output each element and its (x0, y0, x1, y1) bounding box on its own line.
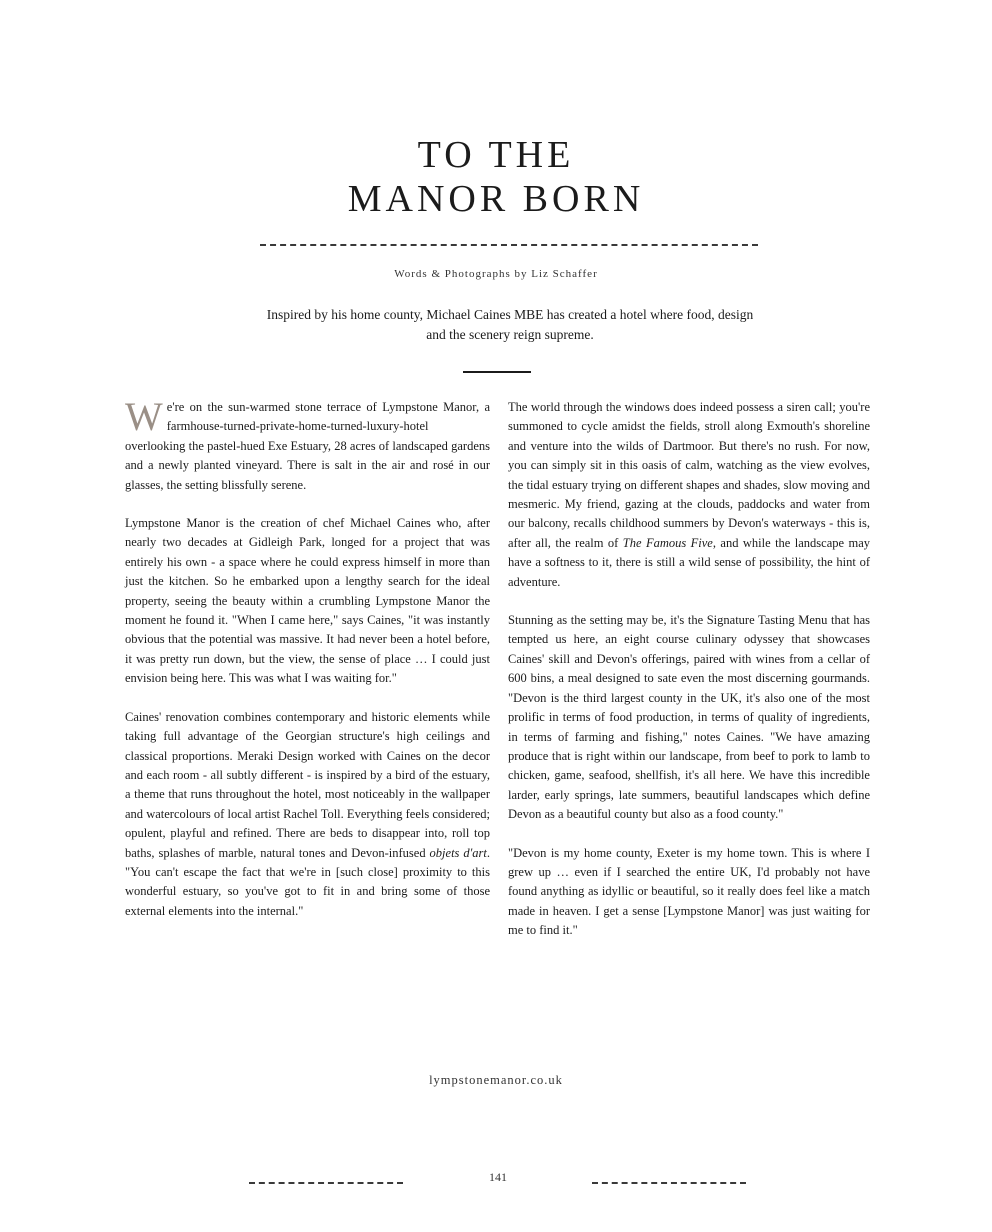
standfirst: Inspired by his home county, Michael Caines MBE has created a hotel where food, design and the scenery reign supreme. (266, 307, 754, 342)
footer-divider-right (592, 1182, 746, 1184)
body-paragraph: Lympstone Manor is the creation of chef Michael Caines who, after nearly two decades at Gidleigh Park, longed for a project that was entirely his own - a space where he could express himself in more than just the kitchen. So he embarked upon a lengthy search for the ideal property, seeing the beauty within a crumbling Lympstone Manor the moment he found it. "When I came here," says Caines, "it was instantly obvious that the potential was massive. It had never been a hotel before, it was pretty run down, but the view, the sense of place … I could just envision being here. This was what I was waiting for." (125, 516, 490, 686)
byline: Words & Photographs by Liz Schaffer (394, 268, 598, 280)
italic-phrase: The Famous Five (622, 535, 713, 550)
italic-phrase: objets d'art (429, 845, 487, 860)
standfirst-divider (463, 371, 531, 373)
body-paragraph (125, 394, 490, 495)
paragraph-text: . "You can't escape the fact that we're in [such close] proximity to this wonderful estuary, so you've got to fit in and bring some of those external elements into the internal." (125, 845, 491, 918)
article-title-line-2: MANOR BORN (347, 178, 645, 220)
body-paragraph (125, 708, 490, 921)
body-paragraph: Stunning as the setting may be, it's the Signature Tasting Menu that has tempted us here, an eight course culinary odyssey that showcases Caines' skill and Devon's offerings, paired with wines from a cellar of 600 bins, a meal designed to sate even the most discerning gourmands. "Devon is the third largest county in the UK, it's also one of the most prolific in terms of food production, in terms of quality of ingredients, in terms of farming and fishing," notes Caines. "We have amazing produce that is right within our landscape, from beef to pork to lamb to chicken, game, seafood, shellfish, it's all here. We have this incredible larder, early springs, late summers, beautiful landscapes which define Devon as a beautiful county but also as a food county." (508, 613, 870, 822)
paragraph-text: The world through the windows does indeed possess a siren call; you're summoned to cycle amidst the fields, stroll along Exmouth's shoreline and venture into the wilds of Dartmoor. But there's no rush. For now, you can simply sit in this oasis of calm, watching as the view evolves, the tidal estuary trying on different shapes and shades, slow moving and mesmeric. My friend, gazing at the clouds, paddocks and water from our balcony, recalls childhood summers by Devon's waterways - this is, after all, the realm of (508, 400, 870, 550)
paragraph-text: , and while the landscape may have a softness to it, there is still a wild sense of possibility, the hint of adventure. (508, 535, 870, 589)
drop-cap: W (125, 394, 163, 439)
title-divider (260, 244, 758, 246)
body-column-left (125, 394, 491, 940)
page-number: 141 (489, 1170, 507, 1184)
article-title-line-1: TO THE (417, 134, 575, 176)
body-paragraph (508, 398, 870, 592)
paragraph-text: Caines' renovation combines contemporary and historic elements while taking full advantage of the Georgian structure's high ceilings and classical proportions. Meraki Design worked with Caines on the decor and each room - all subtly different - is inspired by a bird of the estuary, a theme that runs throughout the hotel, most noticeably in the wallpaper and watercolours of local artist Rachel Toll. Everything feels considered; opulent, playful and refined. There are beds to disappear into, roll top baths, splashes of marble, natural tones and Devon-infused (125, 709, 490, 860)
website-url: lympstonemanor.co.uk (429, 1073, 563, 1087)
body-paragraph: "Devon is my home county, Exeter is my home town. This is where I grew up … even if I searched the entire UK, I'd probably not have found anything as idyllic or beautiful, so it really does feel like a match made in heaven. I get a sense [Lympstone Manor] was just waiting for me to find it." (508, 845, 870, 938)
footer-divider-left (249, 1182, 403, 1184)
paragraph-text: e're on the sun-warmed stone terrace of Lympstone Manor, a farmhouse-turned-private-home-turned-luxury-hotel overlooking the pastel-hued Exe Estuary, 28 acres of landscaped gardens and a newly planted vineyard. There is salt in the air and rosé in our glasses, the setting blissfully serene. (125, 400, 490, 492)
body-column-right (508, 398, 870, 960)
